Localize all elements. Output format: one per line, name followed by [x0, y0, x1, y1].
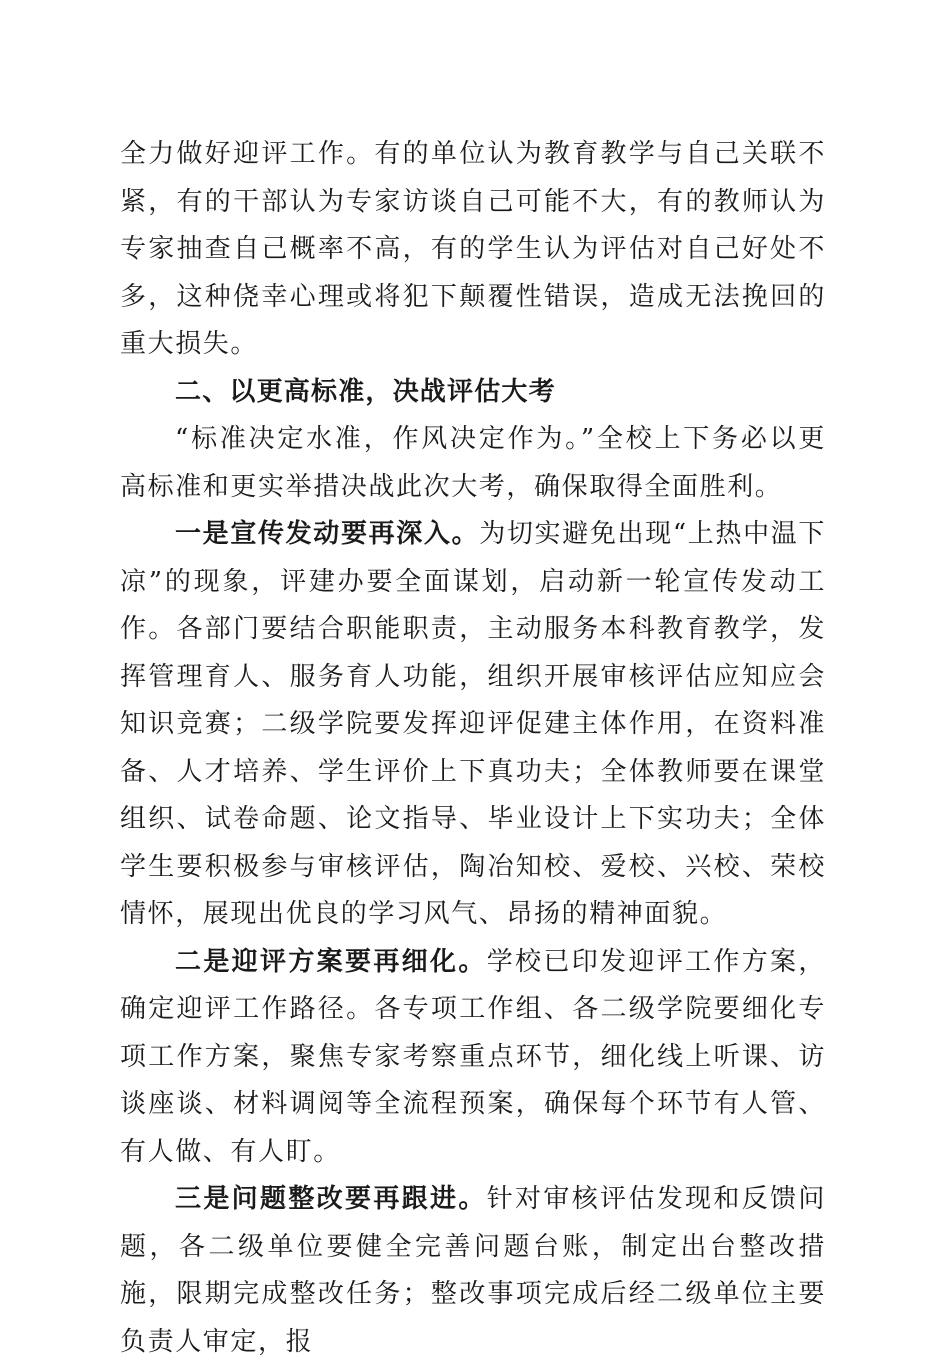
paragraph-rectification	[120, 1176, 826, 1366]
paragraph-publicity	[120, 511, 826, 939]
document-body	[120, 131, 826, 1366]
paragraph-lead: 二是迎评方案要再细化。	[175, 946, 487, 977]
paragraph-lead: 一是宣传发动要再深入。	[175, 519, 480, 549]
paragraph-body: 为切实避免出现“上热中温下凉”的现象，评建办要全面谋划，启动新一轮宣传发动工作。各部门要结合职能职责，主动服务本科教育教学，发挥管理育人、服务育人功能，组织开展审核评估应知应会知识竞赛；二级学院要发挥迎评促建主体作用，在资料准备、人才培养、学生评价上下真功夫；全体教师要在课堂组织、试卷命题、论文指导、毕业设计上下实功夫；全体学生要积极参与审核评估，陶冶知校、爱校、兴校、荣校情怀，展现出优良的学习风气、昂扬的精神面貌。	[120, 519, 827, 929]
paragraph-plan	[120, 939, 826, 1177]
section-heading: 二、以更高标准，决战评估大考	[175, 376, 556, 407]
paragraph-lead: 三是问题整改要再跟进。	[175, 1184, 487, 1214]
paragraph-standards: “标准决定水准，作风决定作为。”全校上下务必以更高标准和更实举措决战此次大考，确保取得全面胜利。	[120, 424, 826, 502]
paragraph-body: 针对审核评估发现和反馈问题，各二级单位要健全完善问题台账，制定出台整改措施，限期完成整改任务；整改事项完成后经二级单位主要负责人审定，报	[120, 1184, 826, 1357]
paragraph-continuation: 全力做好迎评工作。有的单位认为教育教学与自己关联不紧，有的干部认为专家访谈自己可能不大，有的教师认为专家抽查自己概率不高，有的学生认为评估对自己好处不多，这种侥幸心理或将犯下颠覆性错误，造成无法挽回的重大损失。	[120, 139, 826, 359]
paragraph-body: 学校已印发迎评工作方案，确定迎评工作路径。各专项工作组、各二级学院要细化专项工作方案，聚焦专家考察重点环节，细化线上听课、访谈座谈、材料调阅等全流程预案，确保每个环节有人管、有人做、有人盯。	[120, 946, 826, 1167]
